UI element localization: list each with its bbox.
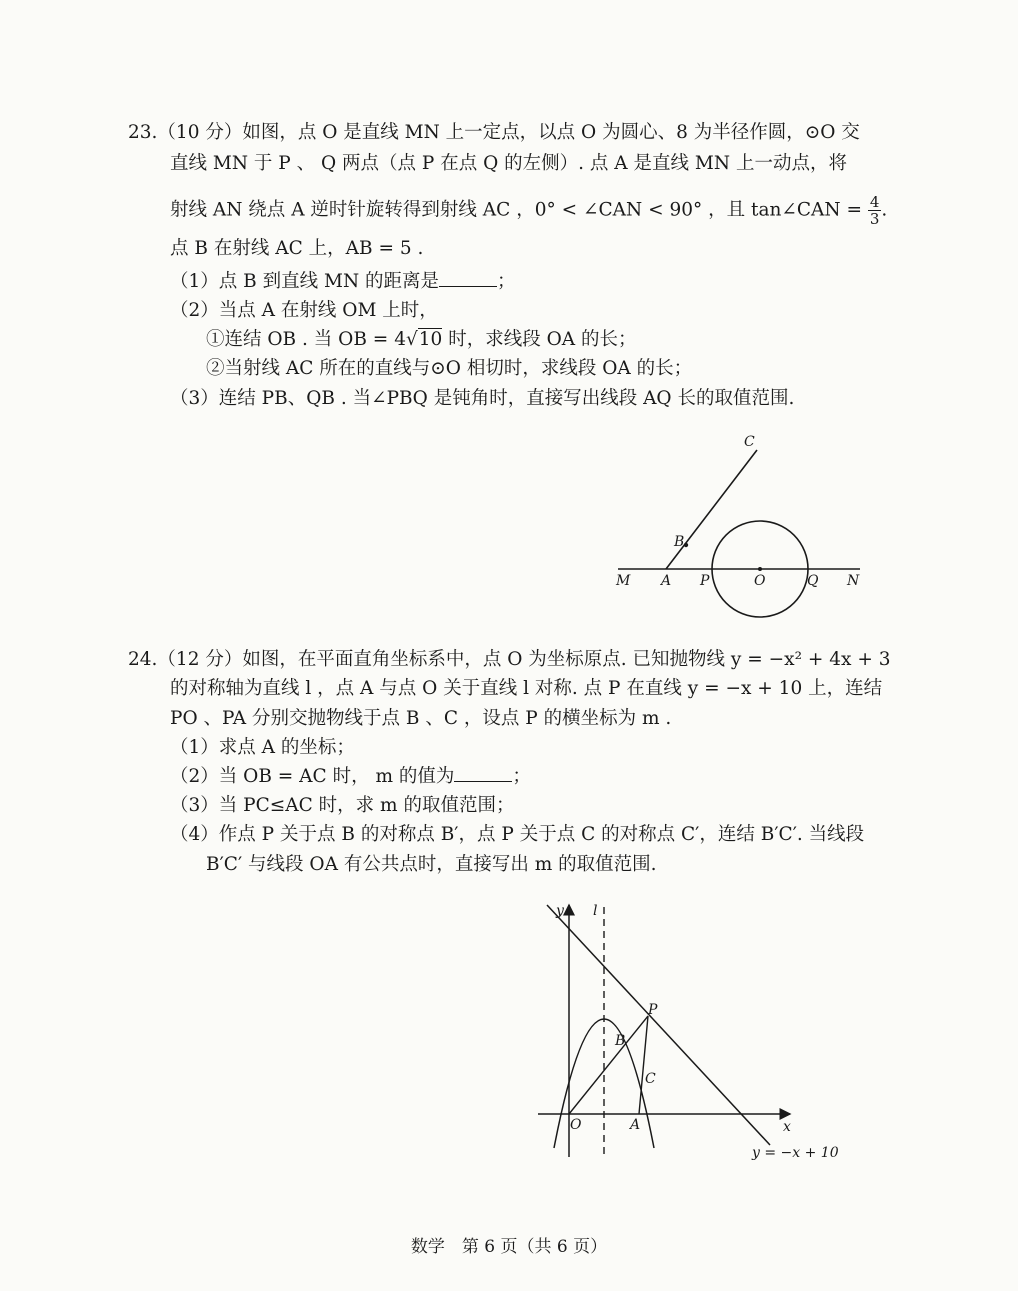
label-o: O <box>570 1117 582 1133</box>
q24-line1: 24.（12 分）如图，在平面直角坐标系中，点 O 为坐标原点. 已知抛物线 y = −x² + 4x + 3 <box>128 649 891 670</box>
q23-line3-text: 射线 AN 绕点 A 逆时针旋转得到射线 AC ，0° < ∠CAN < 90° ，且 tan∠CAN = <box>170 199 862 221</box>
ray-ac <box>666 450 757 569</box>
tan-fraction: $\frac{4}{3}$ <box>869 193 880 228</box>
q23-line3: 射线 AN 绕点 A 逆时针旋转得到射线 AC ，0° < ∠CAN < 90° ，且 tan∠CAN = $\frac{4}{3}$ . <box>170 193 888 228</box>
segment-po <box>569 1016 648 1114</box>
label-o: O <box>754 573 766 589</box>
label-l: l <box>593 903 598 919</box>
page-footer: 数学 第 6 页（共 6 页） <box>410 1237 608 1257</box>
label-p: P <box>700 573 710 589</box>
q23-line1: 23.（10 分）如图，点 O 是直线 MN 上一定点，以点 O 为圆心、8 为半径作圆，⊙O 交 <box>128 122 860 143</box>
label-n: N <box>847 573 860 589</box>
q23-sub1: （1）点 B 到直线 MN 的距离是 ； <box>170 271 516 292</box>
label-y: y <box>556 903 564 919</box>
q24-sub1: （1）求点 A 的坐标； <box>170 737 355 758</box>
q24-figure <box>520 895 840 1175</box>
q23-sub2a: ①连结 OB . 当 OB = 4√10 时，求线段 OA 的长； <box>206 329 637 350</box>
label-a: A <box>630 1117 641 1133</box>
q24-sub2: （2）当 OB = AC 时， m 的值为 ； <box>170 766 531 787</box>
answer-blank-2 <box>454 765 512 782</box>
line-y-neg-x-10 <box>547 905 770 1145</box>
q24-sub4-line2: B′C′ 与线段 OA 有公共点时，直接写出 m 的取值范围. <box>206 854 657 875</box>
label-a: A <box>661 573 672 589</box>
point-b <box>684 543 688 547</box>
label-m: M <box>616 573 631 589</box>
label-x: x <box>783 1119 791 1135</box>
label-q: Q <box>807 573 819 589</box>
q24-line2: 的对称轴为直线 l ，点 A 与点 O 关于直线 l 对称. 点 P 在直线 y = −x + 10 上，连结 <box>170 678 883 699</box>
label-b: B <box>674 534 685 550</box>
answer-blank <box>439 270 497 287</box>
q23-figure <box>600 430 880 620</box>
label-c: C <box>744 434 755 450</box>
label-b: B <box>615 1033 626 1049</box>
q23-line2: 直线 MN 于 P 、 Q 两点（点 P 在点 Q 的左侧）. 点 A 是直线 MN 上一动点，将 <box>170 153 847 174</box>
q23-sub3: （3）连结 PB、QB . 当∠PBQ 是钝角时，直接写出线段 AQ 长的取值范围. <box>170 388 795 409</box>
q23-sub2: （2）当点 A 在射线 OM 上时， <box>170 300 438 321</box>
label-p: P <box>648 1002 658 1018</box>
q23-sub2b: ②当射线 AC 所在的直线与⊙O 相切时，求线段 OA 的长； <box>206 358 693 379</box>
q24-sub3: （3）当 PC≤AC 时，求 m 的取值范围； <box>170 795 515 816</box>
label-line-eq: y = −x + 10 <box>752 1145 839 1161</box>
q24-sub4-line1: （4）作点 P 关于点 B 的对称点 B′，点 P 关于点 C 的对称点 C′，连结 B′C′. 当线段 <box>170 824 865 845</box>
q23-line4: 点 B 在射线 AC 上，AB = 5 . <box>170 238 424 259</box>
point-o <box>758 567 762 571</box>
label-c: C <box>645 1071 656 1087</box>
q24-line3: PO 、PA 分别交抛物线于点 B 、C ，设点 P 的横坐标为 m . <box>170 708 672 729</box>
